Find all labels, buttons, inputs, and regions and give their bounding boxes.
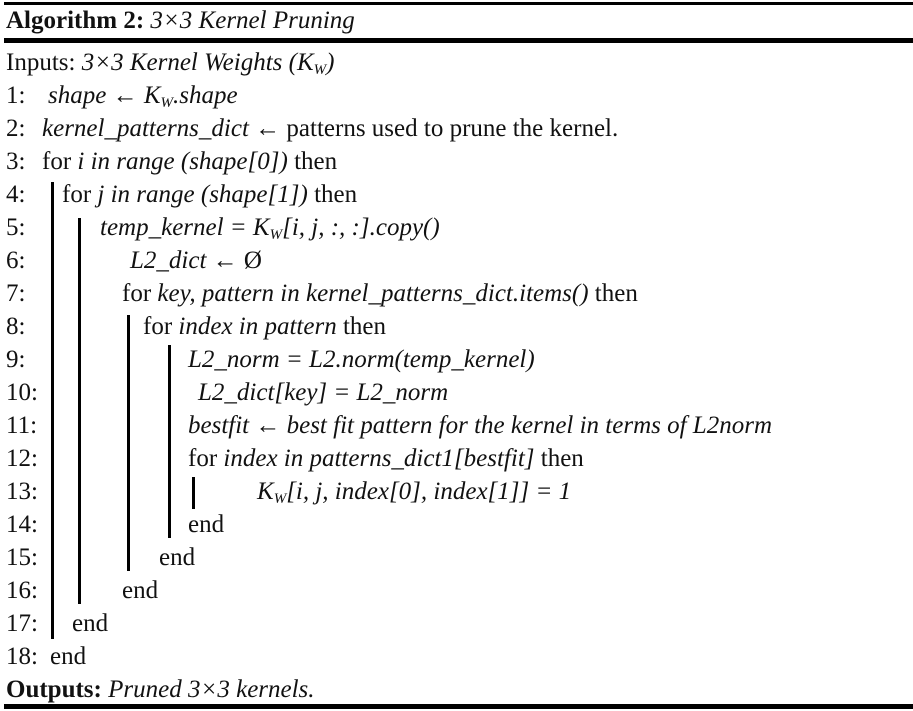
code-line-12-expr: index in patterns_dict1[bestfit] [223, 445, 535, 472]
code-line-2 [42, 114, 618, 144]
code-line-11 [188, 411, 772, 441]
line-number-6: 6: [6, 247, 26, 274]
bottom-rule [4, 704, 913, 709]
code-line-6-text: ← Ø [206, 247, 262, 274]
code-line-16 [122, 576, 158, 606]
block-bar-for-index [168, 345, 171, 538]
code-line-17-end: end [72, 610, 109, 637]
code-line-4-kw: for [62, 181, 98, 208]
code-line-12 [188, 444, 584, 474]
code-line-7-kw: for [122, 280, 158, 307]
header-rule [4, 38, 913, 43]
code-line-9-text: L2_norm = L2.norm(temp_kernel) [188, 346, 535, 373]
code-line-18-end: end [50, 643, 87, 670]
code-line-11-arrow: ← [249, 412, 287, 439]
code-line-15-end: end [159, 544, 196, 571]
code-line-9 [188, 345, 535, 375]
code-line-7-expr: key, pattern in kernel_patterns_dict.items() [157, 280, 589, 307]
code-line-7 [122, 279, 638, 309]
inputs-subscript: W [313, 62, 327, 78]
inputs-label: Inputs: [6, 49, 76, 76]
code-line-11-text: best fit pattern for the kernel in terms of L2norm [286, 412, 772, 439]
line-number-11: 11: [6, 412, 38, 439]
code-line-5-subscript: W [269, 227, 283, 243]
code-line-2-var: kernel_patterns_dict [42, 115, 249, 142]
code-line-3 [42, 147, 337, 177]
block-bar-for-index-bestfit [192, 477, 195, 509]
inputs-line [6, 48, 334, 85]
code-line-13-subscript: W [273, 491, 287, 507]
code-line-16-end: end [122, 577, 159, 604]
top-rule [4, 2, 913, 5]
code-line-6-var: L2_dict [130, 247, 207, 274]
inputs-value: 3×3 Kernel Weights (K [81, 49, 314, 76]
outputs-line [6, 675, 315, 705]
code-line-14 [188, 510, 224, 540]
line-number-9: 9: [6, 346, 26, 373]
code-line-1-text-end: .shape [173, 82, 238, 109]
code-line-8-kw: for [143, 313, 179, 340]
code-line-2-text: ← patterns used to prune the kernel. [248, 115, 619, 142]
line-number-14: 14: [6, 511, 38, 538]
outputs-label: Outputs: [6, 676, 102, 703]
code-line-1 [48, 81, 238, 118]
code-line-8 [143, 312, 386, 342]
code-line-6 [130, 246, 262, 276]
line-number-1: 1: [6, 82, 26, 109]
code-line-13 [257, 477, 571, 514]
code-line-7-then: then [588, 280, 638, 307]
line-number-3: 3: [6, 148, 26, 175]
code-line-1-subscript: W [160, 95, 173, 111]
code-line-1-text: shape ← K [48, 82, 161, 109]
inputs-value-end: ) [326, 49, 335, 76]
line-number-18: 18: [6, 643, 38, 670]
line-number-8: 8: [6, 313, 26, 340]
line-number-17: 17: [6, 610, 38, 637]
code-line-3-expr: i in range (shape[0]) [77, 148, 288, 175]
algorithm-label: Algorithm 2: [6, 7, 145, 34]
algorithm-title [6, 6, 355, 36]
code-line-4-expr: j in range (shape[1]) [97, 181, 308, 208]
code-line-12-then: then [534, 445, 584, 472]
code-line-17 [72, 609, 108, 639]
line-number-10: 10: [6, 379, 38, 406]
line-number-12: 12: [6, 445, 38, 472]
code-line-10-text: L2_dict[key] = L2_norm [198, 379, 449, 406]
code-line-11-var: bestfit [188, 412, 250, 439]
code-line-3-then: then [287, 148, 338, 175]
code-line-18 [50, 642, 86, 672]
outputs-value: Pruned 3×3 kernels. [108, 676, 315, 703]
code-line-8-then: then [336, 313, 387, 340]
code-line-5-text: temp_kernel = K [100, 214, 270, 241]
code-line-13-text-end: [i, j, index[0], index[1]] = 1 [286, 478, 572, 505]
block-bar-for-key [127, 315, 130, 571]
block-bar-for-j [78, 218, 81, 604]
line-number-4: 4: [6, 181, 26, 208]
line-number-16: 16: [6, 577, 38, 604]
line-number-7: 7: [6, 280, 26, 307]
code-line-5 [100, 213, 440, 250]
code-line-12-kw: for [188, 445, 224, 472]
block-bar-outer-for-i [51, 182, 54, 639]
code-line-14-end: end [188, 511, 225, 538]
code-line-10 [198, 378, 448, 408]
line-number-13: 13: [6, 478, 38, 505]
line-number-15: 15: [6, 544, 38, 571]
line-number-5: 5: [6, 214, 26, 241]
code-line-4 [62, 180, 357, 210]
code-line-5-text-end: [i, j, :, :].copy() [282, 214, 440, 241]
code-line-15 [159, 543, 195, 573]
code-line-3-kw: for [42, 148, 78, 175]
code-line-4-then: then [307, 181, 358, 208]
algorithm-name: 3×3 Kernel Pruning [150, 7, 355, 34]
code-line-13-text: K [257, 478, 274, 505]
code-line-8-expr: index in pattern [178, 313, 337, 340]
line-number-2: 2: [6, 115, 26, 142]
